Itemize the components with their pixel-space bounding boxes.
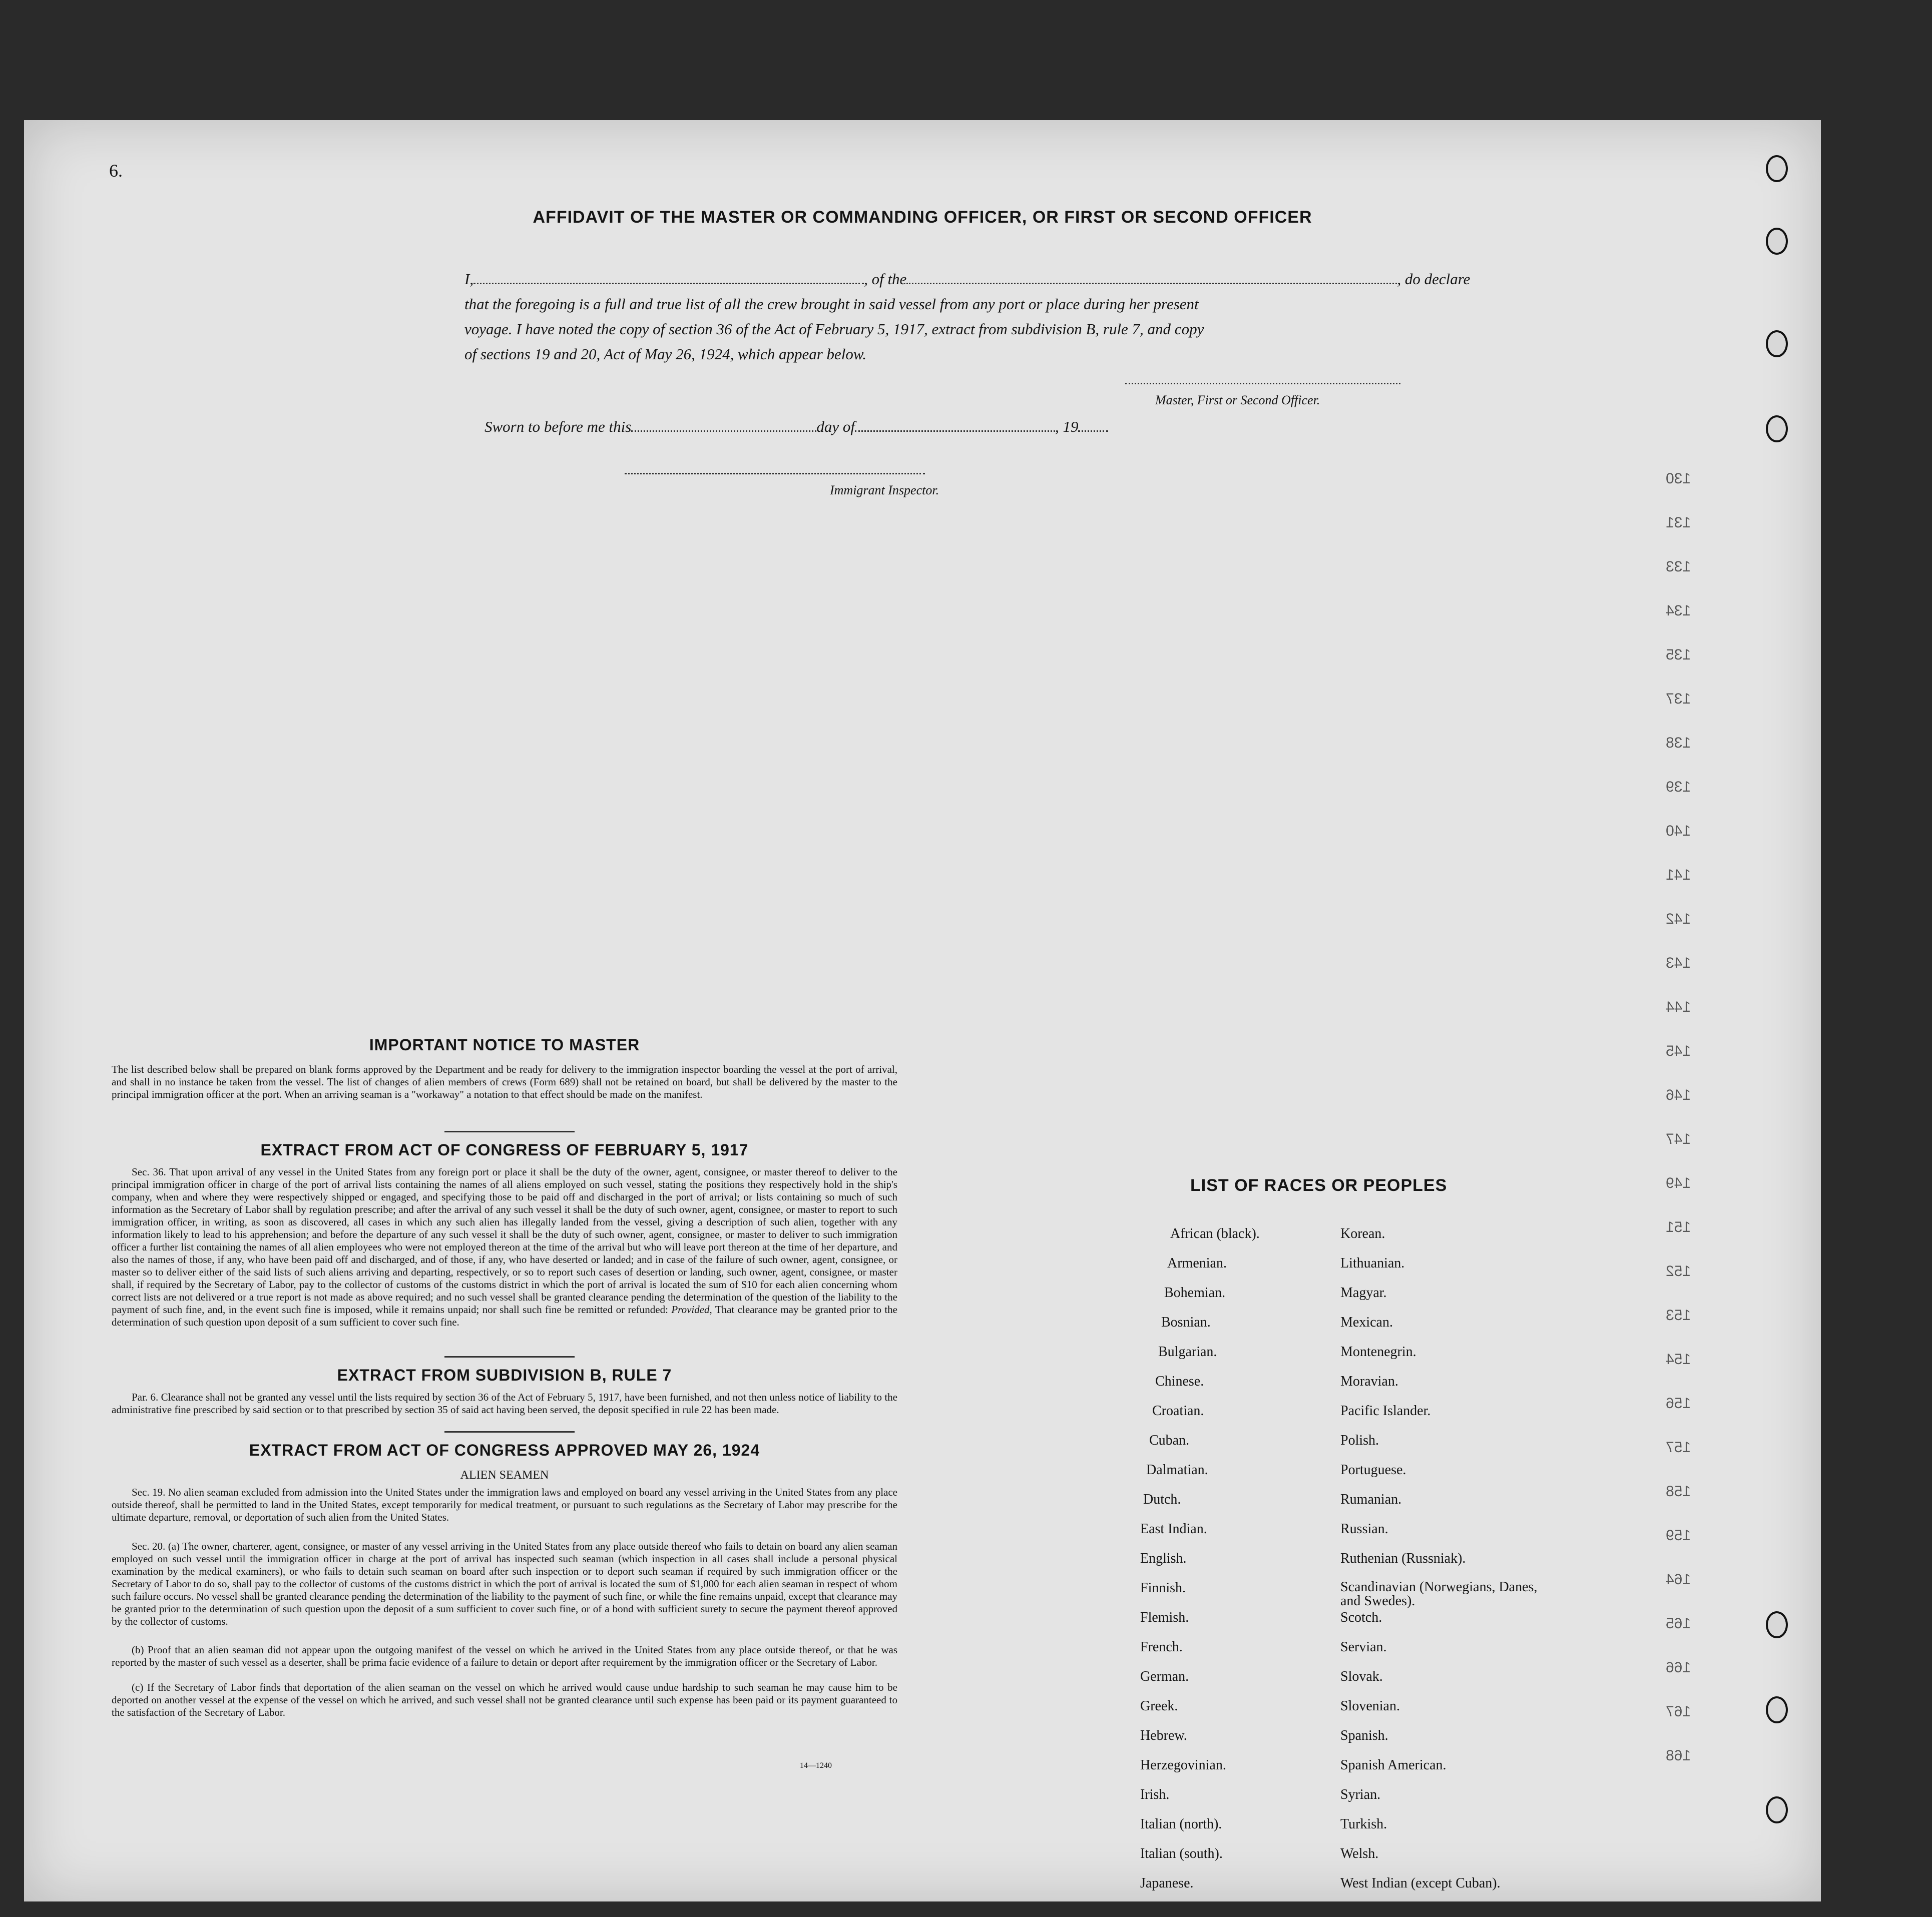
race-item: Welsh. (1340, 1846, 1379, 1861)
bleed-through-row-number: 156 (1666, 1395, 1691, 1412)
bleed-through-row-number: 130 (1666, 470, 1691, 487)
section-20c-text: (c) If the Secretary of Labor finds that deportation of the alien seaman on the vessel on which he arrived would cause undue hardship to such seaman he may cause him to be deported on another vessel at the expense of the vessel on which he arrived, and such vessel shall not be granted clearance until such expense has been paid or its payment guaranteed to the satisfaction of the Secretary of Labor. (112, 1681, 897, 1718)
bleed-through-row-number: 168 (1666, 1747, 1691, 1764)
affidavit-line-4: of sections 19 and 20, Act of May 26, 1924, which appear below. (464, 345, 867, 363)
paragraph-6-text (112, 1391, 897, 1416)
paragraph-6-body: Clearance shall not be granted any vessel until the lists required by section 36 of the Act of February 5, 1917, have been furnished, and not then unless notice of liability to the administrative fine prescribed by said section or to that prescribed by section 35 of said act having been served, the deposit specified in rule 22 has been made. (112, 1391, 897, 1416)
affidavit-declare: , do declare (1397, 270, 1471, 288)
race-item: West Indian (except Cuban). (1340, 1875, 1501, 1891)
bleed-through-row-number: 166 (1666, 1659, 1691, 1676)
race-item: Montenegrin. (1340, 1344, 1416, 1360)
section-20a-body: (a) The owner, charterer, agent, consignee, or master of any vessel arriving in the United States from any place outside thereof who fails to detain on board any alien seaman employed on such vessel until the immigration officer in charge at the port of arrival has inspected such seaman (which inspection in all cases shall include a personal physical examination by the medical examiners), or who fails to detain such seaman on board after such inspection or to deport such seaman if required by such immigration officer or the Secretary of Labor to do so, shall pay to the collector of customs of the customs district in which the port of arrival is located the sum of $1,000 for each alien seaman in respect of whom such failure occurs. No vessel shall be granted clearance pending the determination of the liability to the payment of such fine, or while the fine remains unpaid, except that clearance may be granted prior to the determination of such question upon the deposit of a sum sufficient to cover such fine, or of a bond with sufficient surety to secure the payment thereof approved by the collector of customs. (112, 1540, 898, 1627)
race-item: Portuguese. (1340, 1462, 1406, 1478)
races-title: LIST OF RACES OR PEOPLES (1190, 1176, 1447, 1195)
race-item: Italian (south). (1140, 1846, 1223, 1861)
sworn-line (485, 418, 1108, 436)
punch-hole (1766, 415, 1788, 442)
race-item: African (black). (1170, 1226, 1260, 1241)
race-item: Ruthenian (Russniak). (1340, 1551, 1466, 1566)
race-item: Korean. (1340, 1226, 1385, 1241)
punch-hole (1766, 155, 1788, 182)
bleed-through-row-number: 157 (1666, 1439, 1691, 1456)
race-item: Cuban. (1149, 1433, 1190, 1448)
section-19-body: No alien seaman excluded from admission into the United States under the immigration laws and employed on board any vessel arriving in the United States from any place outside thereof, shall be permitted to land in the United States, except temporarily for medical treatment, or pursuant to such regulations as the Secretary of Labor may prescribe for the ultimate departure, removal, or deportation of such alien from the United States. (112, 1486, 898, 1523)
bleed-through-row-number: 164 (1666, 1571, 1691, 1588)
race-item: Italian (north). (1140, 1816, 1222, 1832)
sworn-prefix: Sworn to before me this (485, 418, 632, 435)
punch-hole (1766, 1696, 1788, 1723)
race-item: Armenian. (1167, 1255, 1227, 1271)
section-19-text (112, 1486, 897, 1524)
race-item: Bosnian. (1161, 1315, 1211, 1330)
bleed-through-row-number: 138 (1666, 735, 1691, 751)
master-signature-line (1125, 383, 1400, 384)
sworn-day-of: day of (816, 418, 855, 435)
section-36-proviso: Provided, (671, 1304, 712, 1316)
bleed-through-row-number: 158 (1666, 1483, 1691, 1500)
race-item: Dutch. (1143, 1492, 1181, 1507)
race-item: Bohemian. (1164, 1285, 1226, 1301)
bleed-through-row-number: 153 (1666, 1307, 1691, 1324)
race-item: East Indian. (1140, 1521, 1207, 1537)
affidavit-i: I, (464, 270, 474, 288)
affidavit-title: AFFIDAVIT OF THE MASTER OR COMMANDING OFFICER, OR FIRST OR SECOND OFFICER (533, 208, 1312, 227)
race-item: Croatian. (1152, 1403, 1204, 1419)
race-item: Spanish American. (1340, 1757, 1446, 1773)
section-36-text (112, 1166, 897, 1329)
race-item: Scotch. (1340, 1610, 1382, 1625)
affidavit-of-the: , of the (864, 270, 907, 288)
section-36-tail: That clearance may be granted prior to the determination of such question upon deposit of a sum sufficient to cover such fine. (112, 1304, 898, 1328)
race-item: Rumanian. (1340, 1492, 1402, 1507)
race-item: French. (1140, 1639, 1183, 1655)
race-item: German. (1140, 1669, 1189, 1684)
race-item: English. (1140, 1551, 1187, 1566)
race-item: Herzegovinian. (1140, 1757, 1226, 1773)
bleed-through-row-number: 146 (1666, 1087, 1691, 1103)
bleed-through-row-numbers (1666, 470, 1726, 1811)
race-item: Slovenian. (1340, 1698, 1400, 1714)
divider (444, 1131, 575, 1132)
race-item: Polish. (1340, 1433, 1379, 1448)
notice-text: The list described below shall be prepared on blank forms approved by the Department and be ready for delivery to the immigration inspector boarding the vessel at the port of arrival, and shall in no instance be taken from the vessel. The list of changes of alien members of crews (Form 689) shall not be retained on board, but shall be delivered by the master to the principal immigration officer at the port. When an arriving seaman is a "workaway" a notation to that effect should be made on the manifest. (112, 1063, 897, 1100)
bleed-through-row-number: 142 (1666, 911, 1691, 927)
race-item: Scandinavian (Norwegians, Danes, and Swedes). (1340, 1579, 1538, 1609)
bleed-through-row-number: 149 (1666, 1175, 1691, 1191)
bleed-through-row-number: 159 (1666, 1527, 1691, 1544)
divider (444, 1356, 575, 1358)
page-number: 6. (109, 161, 123, 181)
bleed-through-row-number: 141 (1666, 867, 1691, 883)
bleed-through-row-number: 143 (1666, 955, 1691, 971)
alien-seamen-subtitle: ALIEN SEAMEN (460, 1469, 549, 1482)
bleed-through-row-number: 140 (1666, 823, 1691, 839)
notice-title: IMPORTANT NOTICE TO MASTER (369, 1036, 640, 1054)
race-item: Pacific Islander. (1340, 1403, 1431, 1419)
race-item: Bulgarian. (1158, 1344, 1217, 1360)
affidavit-line-1 (464, 270, 1470, 288)
race-item: Spanish. (1340, 1728, 1388, 1743)
race-item: Dalmatian. (1146, 1462, 1208, 1478)
section-36-label: Sec. 36. (132, 1166, 166, 1178)
race-item: Mexican. (1340, 1315, 1393, 1330)
bleed-through-row-number: 154 (1666, 1351, 1691, 1368)
race-item: Turkish. (1340, 1816, 1387, 1832)
affidavit-line-3: voyage. I have noted the copy of section 36 of the Act of February 5, 1917, extract from subdivision B, rule 7, and copy (464, 320, 1204, 338)
race-item: Hebrew. (1140, 1728, 1187, 1743)
race-item: Servian. (1340, 1639, 1387, 1655)
race-item: Slovak. (1340, 1669, 1383, 1684)
sworn-year: , 19 (1055, 418, 1079, 435)
punch-hole (1766, 228, 1788, 255)
section-36-body: That upon arrival of any vessel in the United States from any foreign port or place it shall be the duty of the owner, agent, consignee, or master thereof to deliver to the principal immigration officer in charge of the port of arrival lists containing the names of all aliens employed on such vessel, stating the positions they respectively hold in the ship's company, when and where they were respectively shipped or engaged, and specifying those to be paid off and discharged in the port of arrival; or lists containing so much of such information as the Secretary of Labor shall by regulation prescribe; and after the arrival of any such vessel it shall be the duty of such owner, agent, consignee, or master to report to such immigration officer, in writing, as soon as discovered, all cases in which any such alien has illegally landed from the vessel, giving a description of such alien, together with any information likely to lead to his apprehension; and before the departure of any such vessel it shall be the duty of such owner, agent, consignee, or master to deliver to such immigration officer a further list containing the names of all alien employees who were not employed thereon at the time of the arrival but who will leave port thereon at the time of her departure, and also the names of those, if any, who have been paid off and discharged, and of those, if any, who have deserted or landed; and in case of the failure of such owner, agent, consignee, or master so to deliver either of the said lists of such aliens arriving and departing, respectively, or so to report such cases of desertion or landing, such owner, agent, consignee, or master shall, if required by the Secretary of Labor, pay to the collector of customs of the customs district in which the port of arrival is located the sum of $10 for each alien concerning whom correct lists are not delivered or a true report is not made as above required; and no such vessel shall be granted clearance pending the determination of the question of the liability to the payment of such fine, and, in the event such fine is imposed, while it remains unpaid; nor shall such fine be remitted or refunded: (112, 1166, 897, 1316)
race-item: Chinese. (1155, 1374, 1204, 1389)
race-item: Flemish. (1140, 1610, 1189, 1625)
bleed-through-row-number: 144 (1666, 999, 1691, 1015)
extract-1917-title: EXTRACT FROM ACT OF CONGRESS OF FEBRUARY 5, 1917 (260, 1141, 749, 1159)
inspector-caption: Immigrant Inspector. (830, 483, 939, 497)
punch-hole (1766, 1611, 1788, 1638)
bleed-through-row-number: 147 (1666, 1131, 1691, 1147)
bleed-through-row-number: 135 (1666, 647, 1691, 663)
rule-7-title: EXTRACT FROM SUBDIVISION B, RULE 7 (337, 1366, 672, 1384)
race-item: Moravian. (1340, 1374, 1398, 1389)
race-item: Lithuanian. (1340, 1255, 1405, 1271)
race-item: Syrian. (1340, 1787, 1381, 1802)
affidavit-line-2: that the foregoing is a full and true list of all the crew brought in said vessel from any port or place during her present (464, 295, 1199, 313)
bleed-through-row-number: 139 (1666, 779, 1691, 795)
race-item: Magyar. (1340, 1285, 1387, 1301)
bleed-through-row-number: 133 (1666, 558, 1691, 575)
master-signature-caption: Master, First or Second Officer. (1155, 393, 1320, 407)
race-item: Greek. (1140, 1698, 1178, 1714)
document-page (24, 120, 1821, 1901)
bleed-through-row-number: 167 (1666, 1703, 1691, 1720)
race-item: Irish. (1140, 1787, 1170, 1802)
bleed-through-row-number: 137 (1666, 691, 1691, 707)
punch-hole (1766, 330, 1788, 357)
bleed-through-row-number: 131 (1666, 514, 1691, 531)
bleed-through-row-number: 152 (1666, 1263, 1691, 1280)
bleed-through-row-number: 151 (1666, 1219, 1691, 1235)
extract-1924-title: EXTRACT FROM ACT OF CONGRESS APPROVED MAY 26, 1924 (249, 1441, 760, 1459)
section-20a-text (112, 1540, 897, 1628)
divider (444, 1431, 575, 1433)
race-item: Japanese. (1140, 1875, 1194, 1891)
bleed-through-row-number: 165 (1666, 1615, 1691, 1632)
punch-hole (1766, 1796, 1788, 1823)
form-number: 14—1240 (800, 1761, 832, 1770)
race-item: Russian. (1340, 1521, 1388, 1537)
inspector-signature-line (625, 473, 925, 474)
race-item: Finnish. (1140, 1580, 1186, 1596)
bleed-through-row-number: 134 (1666, 602, 1691, 619)
section-20-label: Sec. 20. (132, 1540, 166, 1552)
section-19-label: Sec. 19. (132, 1486, 166, 1498)
section-20b-text: (b) Proof that an alien seaman did not appear upon the outgoing manifest of the vessel on which he arrived in the United States from any place outside thereof, or that he was reported by the master of such vessel as a deserter, shall be prima facie evidence of a failure to detain or deport after requirement by the immigration officer or the Secretary of Labor. (112, 1644, 897, 1668)
bleed-through-row-number: 145 (1666, 1043, 1691, 1059)
paragraph-6-label: Par. 6. (132, 1391, 159, 1403)
